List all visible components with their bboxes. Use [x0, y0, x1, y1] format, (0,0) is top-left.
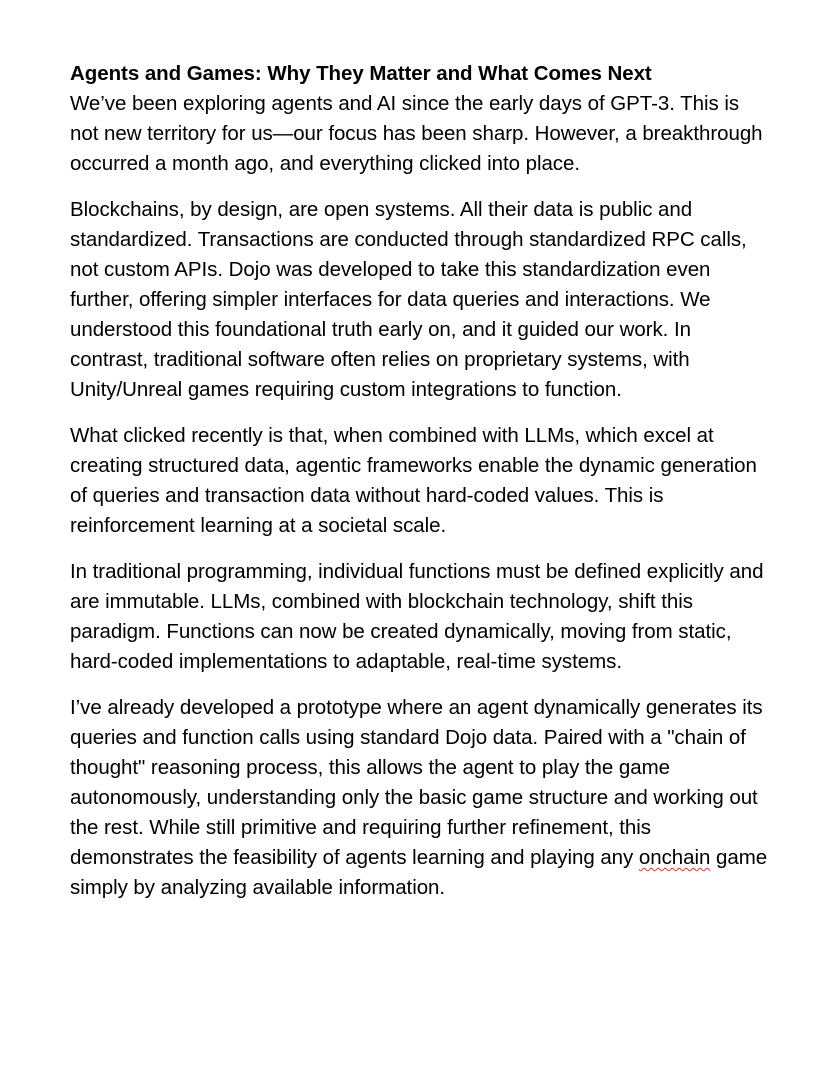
paragraph-2: Blockchains, by design, are open systems. All their data is public and standardized. Transactions are conducted through standardized RPC calls, not custom APIs. Dojo was developed to take this standardization even further, offering simpler interfaces for data queries and interactions. We understood this foundational truth early on, and it guided our work. In contrast, traditional software often relies on proprietary systems, with Unity/Unreal games requiring custom integrations to function. — [70, 198, 747, 401]
spellcheck-flagged-word[interactable]: onchain — [638, 846, 711, 869]
paragraph-5-text-before: I’ve already developed a prototype where an agent dynamically generates its queries and function calls using standard Dojo data. Paired with a "chain of thought" reasoning process, this allows the agent to play the game autonomously, understanding only the basic game structure and working out the rest. While still primitive and requiring further refinement, this demonstrates the feasibility of agents learning and playing any — [70, 696, 763, 869]
paragraph-5-text-after: game simply by analyzing available information. — [70, 846, 768, 899]
paragraph-3: What clicked recently is that, when combined with LLMs, which excel at creating structured data, agentic frameworks enable the dynamic generation of queries and transaction data without hard-coded values. This is reinforcement learning at a societal scale. — [70, 424, 757, 537]
paragraph-4: In traditional programming, individual functions must be defined explicitly and are immutable. LLMs, combined with blockchain technology, shift this paradigm. Functions can now be created dynamically, moving from static, hard-coded implementations to adaptable, real-time systems. — [70, 560, 764, 673]
paragraph-1: We’ve been exploring agents and AI since the early days of GPT-3. This is not new territory for us—our focus has been sharp. However, a breakthrough occurred a month ago, and everything clicked into place. — [70, 92, 763, 175]
paragraph-5 — [70, 693, 770, 903]
document-body — [70, 59, 770, 919]
document-title: Agents and Games: Why They Matter and What Comes Next — [70, 62, 652, 85]
